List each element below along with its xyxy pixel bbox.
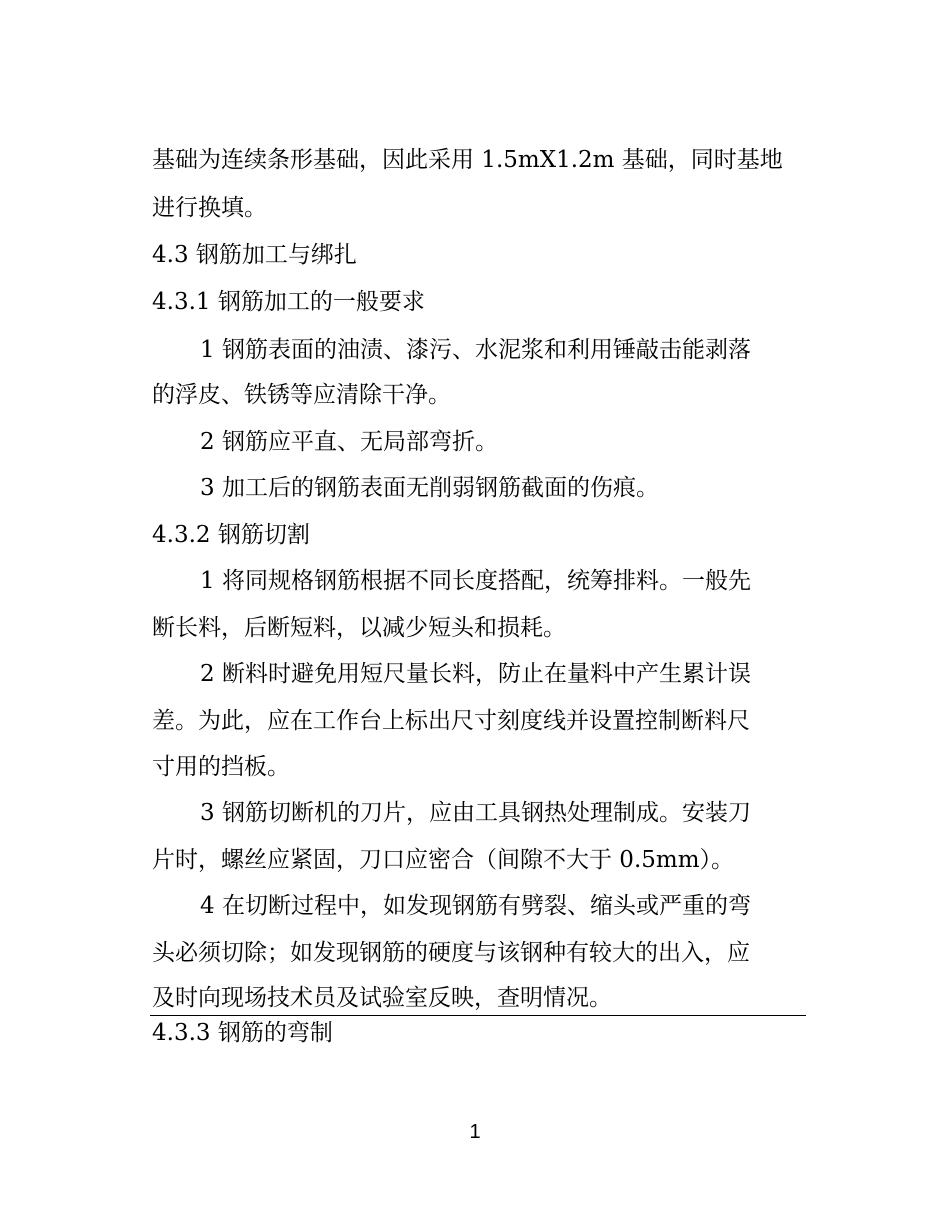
paragraph-line: 3 钢筋切断机的刀片，应由工具钢热处理制成。安装刀 — [200, 800, 751, 826]
paragraph-line: 差。为此，应在工作台上标出尺寸刻度线并设置控制断料尺 — [152, 708, 750, 734]
paragraph-line: 2 钢筋应平直、无局部弯折。 — [200, 429, 498, 455]
section-heading: 4.3 钢筋加工与绑扎 — [152, 242, 357, 268]
paragraph-line: 3 加工后的钢筋表面无削弱钢筋截面的伤痕。 — [200, 475, 659, 501]
paragraph-line: 头必须切除；如发现钢筋的硬度与该钢种有较大的出入，应 — [152, 940, 750, 966]
subsection-heading: 4.3.2 钢筋切割 — [152, 522, 310, 548]
paragraph-line: 1 将同规格钢筋根据不同长度搭配，统筹排料。一般先 — [200, 568, 751, 594]
paragraph-line: 2 断料时避免用短尺量长料，防止在量料中产生累计误 — [200, 661, 751, 687]
paragraph-line: 4 在切断过程中，如发现钢筋有劈裂、缩头或严重的弯 — [200, 893, 751, 919]
paragraph-line: 及时向现场技术员及试验室反映，查明情况。 — [152, 985, 612, 1011]
page-number: 1 — [469, 1121, 481, 1143]
paragraph-line: 的浮皮、铁锈等应清除干净。 — [152, 382, 451, 408]
subsection-heading: 4.3.1 钢筋加工的一般要求 — [152, 289, 425, 315]
paragraph-line: 基础为连续条形基础，因此采用 1.5mX1.2m 基础，同时基地 — [152, 147, 783, 173]
subsection-heading: 4.3.3 钢筋的弯制 — [152, 1020, 333, 1046]
paragraph-line: 进行换填。 — [152, 195, 267, 221]
footer-divider — [150, 1015, 806, 1016]
paragraph-line: 寸用的挡板。 — [152, 754, 290, 780]
paragraph-line: 1 钢筋表面的油渍、漆污、水泥浆和利用锤敲击能剥落 — [200, 337, 751, 363]
paragraph-line: 片时，螺丝应紧固，刀口应密合（间隙不大于 0.5mm）。 — [152, 847, 735, 873]
paragraph-line: 断长料，后断短料，以减少短头和损耗。 — [152, 615, 566, 641]
